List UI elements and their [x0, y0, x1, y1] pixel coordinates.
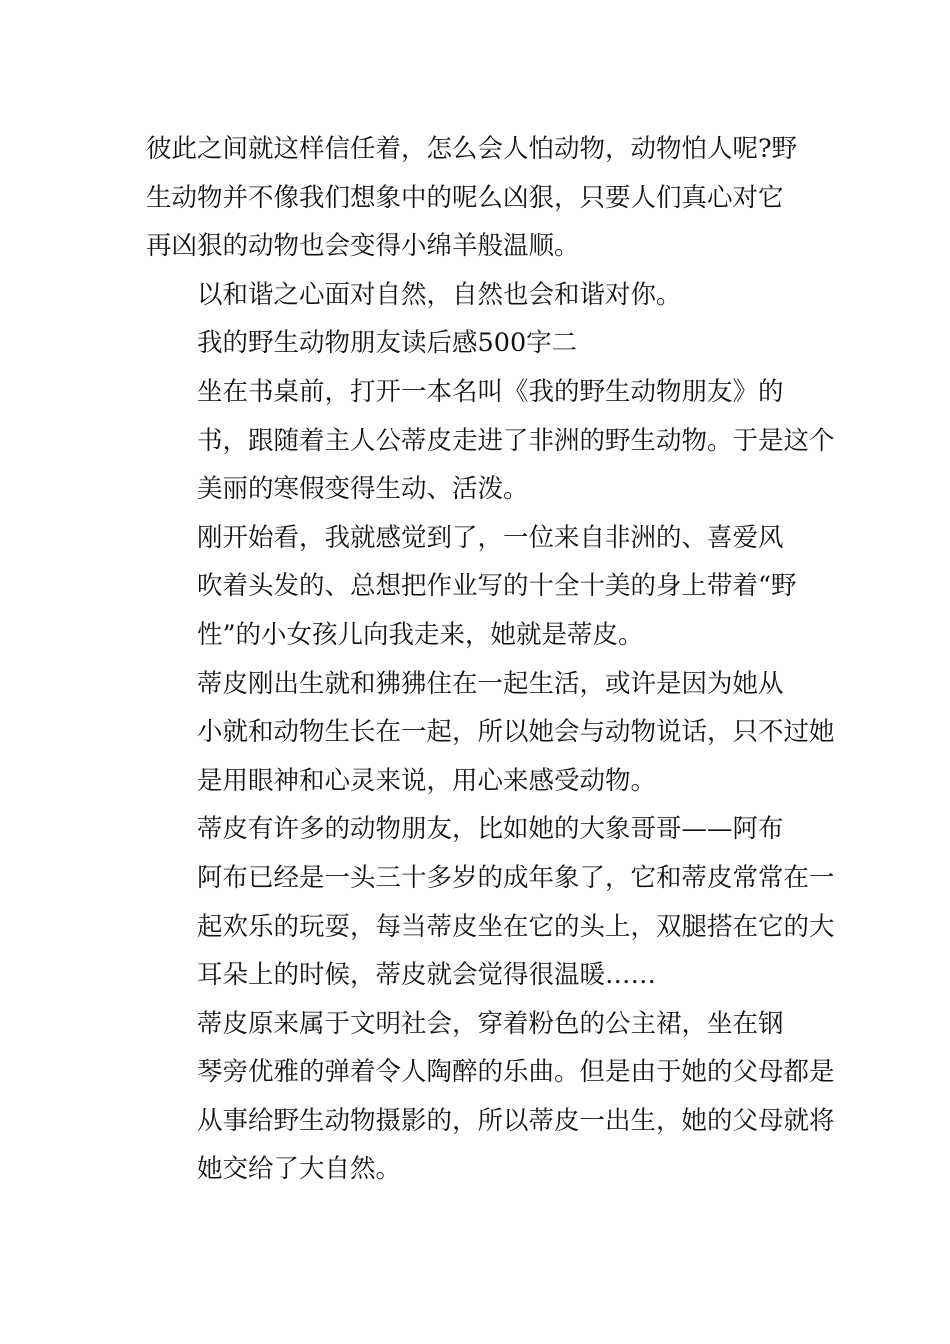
text-line: 蒂皮原来属于文明社会，穿着粉色的公主裙，坐在钢 [197, 1008, 784, 1039]
text-line: 坐在书桌前，打开一本名叫《我的野生动物朋友》的 [197, 376, 784, 407]
text-line: 书，跟随着主人公蒂皮走进了非洲的野生动物。于是这个 [197, 425, 835, 456]
text-line: 从事给野生动物摄影的，所以蒂皮一出生，她的父母就将 [197, 1105, 835, 1136]
text-line: 我的野生动物朋友读后感500字二 [197, 328, 578, 359]
paragraph-1 [146, 125, 806, 271]
paragraph-2 [146, 271, 806, 320]
text-line: 蒂皮有许多的动物朋友，比如她的大象哥哥——阿布 [197, 814, 784, 845]
text-line: 生动物并不像我们想象中的呢么凶狠，只要人们真心对它 [146, 182, 784, 213]
paragraph-8 [146, 1000, 835, 1194]
text-line: 吹着头发的、总想把作业写的十全十美的身上带着“野 [197, 571, 797, 602]
text-line: 蒂皮刚出生就和狒狒住在一起生活，或许是因为她从 [197, 668, 784, 699]
paragraph-7 [146, 805, 835, 999]
text-line: 性”的小女孩儿向我走来，她就是蒂皮。 [197, 619, 644, 650]
section-heading [146, 319, 806, 368]
text-line: 以和谐之心面对自然，自然也会和谐对你。 [197, 279, 682, 310]
text-line: 阿布已经是一头三十多岁的成年象了，它和蒂皮常常在一 [197, 862, 835, 893]
text-line: 刚开始看，我就感觉到了，一位来自非洲的、喜爱风 [197, 522, 784, 553]
text-line: 彼此之间就这样信任着，怎么会人怕动物，动物怕人呢?野 [146, 134, 798, 164]
text-line: 美丽的寒假变得生动、活泼。 [197, 474, 529, 505]
paragraph-6 [146, 660, 835, 806]
document-body [146, 125, 835, 1194]
text-line: 是用眼神和心灵来说，用心来感受动物。 [197, 765, 657, 796]
text-line: 耳朵上的时候，蒂皮就会觉得很温暖…… [197, 960, 657, 991]
paragraph-4 [146, 368, 835, 514]
text-line: 她交给了大自然。 [197, 1154, 402, 1185]
text-line: 起欢乐的玩耍，每当蒂皮坐在它的头上，双腿搭在它的大 [197, 911, 835, 942]
text-line: 琴旁优雅的弹着令人陶醉的乐曲。但是由于她的父母都是 [197, 1057, 835, 1088]
text-line: 再凶狠的动物也会变得小绵羊般温顺。 [146, 231, 580, 262]
paragraph-5 [146, 514, 806, 660]
text-line: 小就和动物生长在一起，所以她会与动物说话，只不过她 [197, 717, 835, 748]
